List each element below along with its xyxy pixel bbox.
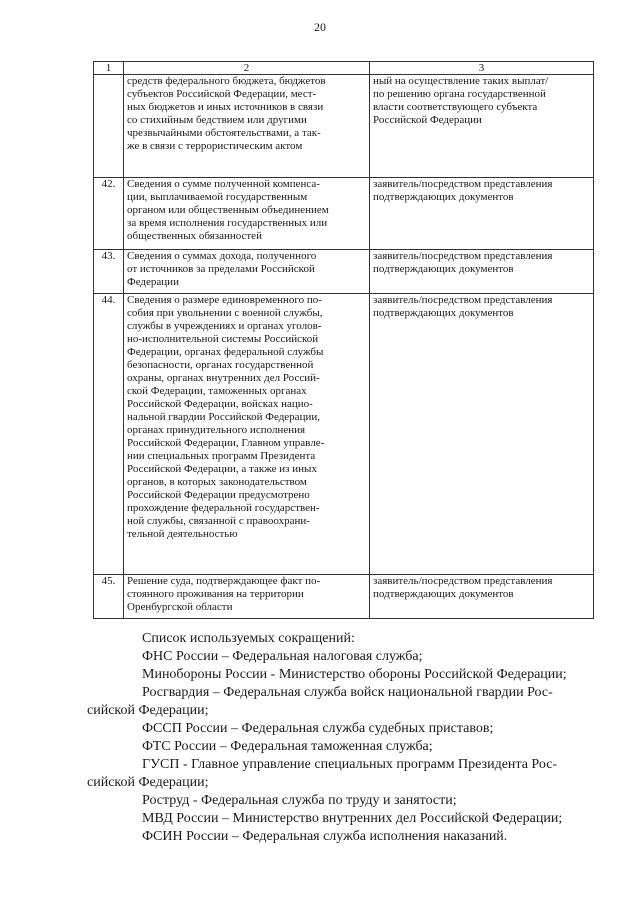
- abbreviation-item: МВД России – Министерство внутренних дел Российской Федерации;: [142, 811, 563, 826]
- abbreviation-item: ФСИН России – Федеральная служба исполнения наказаний.: [142, 829, 508, 844]
- table-row: [94, 250, 594, 294]
- row-number: [94, 75, 124, 178]
- abbreviation-item: ФТС России – Федеральная таможенная служба;: [142, 739, 433, 754]
- page-number: 20: [314, 20, 326, 34]
- abbreviation-item: ФНС России – Федеральная налоговая служба;: [142, 649, 423, 664]
- row-description: Сведения о суммах дохода, полученного от источников за пределами Российской Федерации: [124, 250, 370, 294]
- table-header-row: [94, 62, 594, 75]
- row-number: 42.: [94, 178, 124, 250]
- table-row: [94, 294, 594, 575]
- column-header-1: 1: [94, 62, 124, 75]
- abbreviation-item: ГУСП - Главное управление специальных программ Президента Рос-: [142, 757, 558, 772]
- row-source: заявитель/посредством представления подтверждающих документов: [370, 250, 594, 294]
- row-description: Сведения о размере единовременного по- собия при увольнении с военной службы, службы в учреждениях и органах уголов- но-исполнительной системы Российской Федерации, органах федеральной службы безопасности, органах государственной охраны, органах внутренних дел Россий- ской Федерации, таможенных органах Российской Федерации, войсках нацио- нальной гвардии Российской Федерации, органах принудительного исполнения Российской Федерации, Главном управле- нии специальных программ Президента Российской Федерации, а также из иных органов, в которых законодательством Российской Федерации предусмотрено прохождение федеральной государствен- ной службы, связанной с правоохрани- тельной деятельностью: [124, 294, 370, 575]
- column-header-2: 2: [124, 62, 370, 75]
- abbreviation-item: ФССП России – Федеральная служба судебных приставов;: [142, 721, 494, 736]
- documents-table: [93, 61, 594, 619]
- row-source: заявитель/посредством представления подтверждающих документов: [370, 178, 594, 250]
- abbreviation-item-continuation: сийской Федерации;: [87, 775, 209, 790]
- row-number: 44.: [94, 294, 124, 575]
- row-description: Сведения о сумме полученной компенса- ции, выплачиваемой государственным органом или общественным объединением за время исполнения государственных или общественных обязанностей: [124, 178, 370, 250]
- abbreviation-item-continuation: сийской Федерации;: [87, 703, 209, 718]
- row-source: ный на осуществление таких выплат/ по решению органа государственной власти соответствующего субъекта Российской Федерации: [370, 75, 594, 178]
- row-source: заявитель/посредством представления подтверждающих документов: [370, 575, 594, 619]
- abbreviation-item: Минобороны России - Министерство обороны Российской Федерации;: [142, 667, 567, 682]
- table-row: [94, 575, 594, 619]
- row-number: 43.: [94, 250, 124, 294]
- table-row: [94, 178, 594, 250]
- row-description: средств федерального бюджета, бюджетов субъектов Российской Федерации, мест- ных бюджетов и иных источников в связи со стихийным бедствием или другими чрезвычайными обстоятельствами, а так- же в связи с террористическим актом: [124, 75, 370, 178]
- table-row: [94, 75, 594, 178]
- abbreviation-item: Роструд - Федеральная служба по труду и занятости;: [142, 793, 457, 808]
- column-header-3: 3: [370, 62, 594, 75]
- row-source: заявитель/посредством представления подтверждающих документов: [370, 294, 594, 575]
- row-number: 45.: [94, 575, 124, 619]
- abbreviation-item: Росгвардия – Федеральная служба войск национальной гвардии Рос-: [142, 685, 553, 700]
- row-description: Решение суда, подтверждающее факт по- стоянного проживания на территории Оренбургской области: [124, 575, 370, 619]
- abbreviations-heading: Список используемых сокращений:: [142, 631, 355, 646]
- abbreviations-section: [87, 630, 590, 846]
